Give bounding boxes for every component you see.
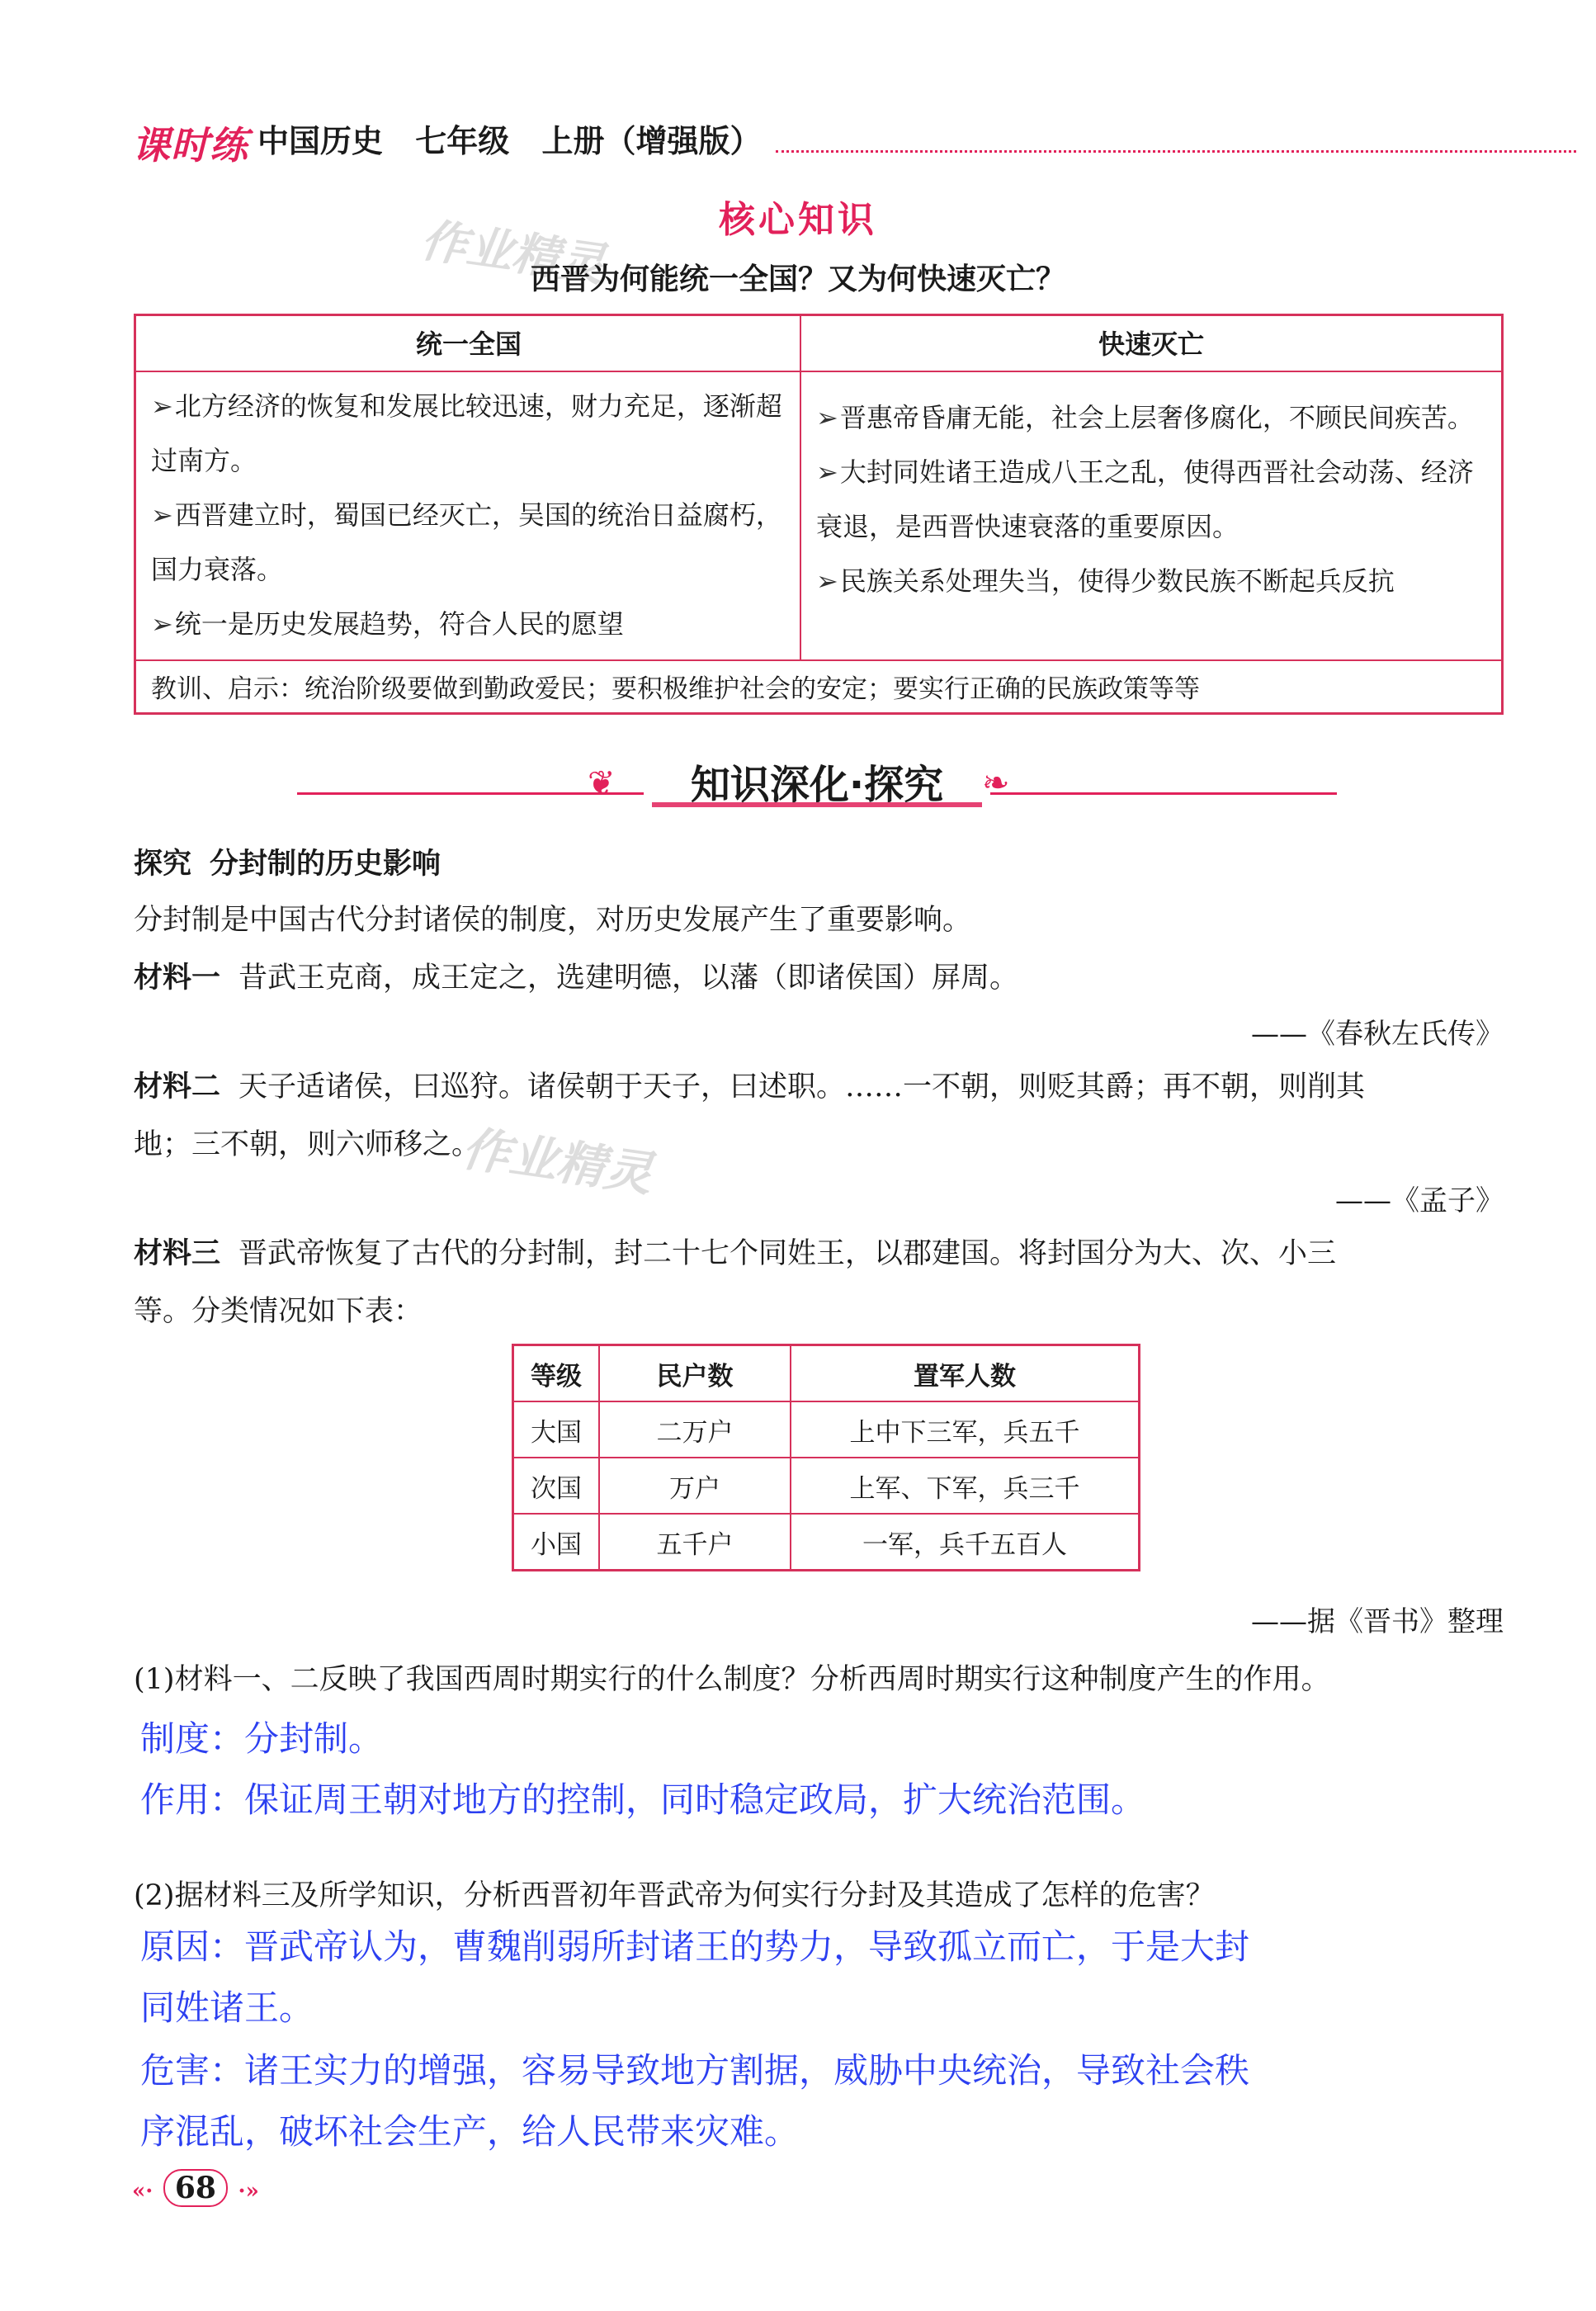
volume: 上册（增强版）	[541, 123, 762, 159]
unify-column	[151, 379, 786, 651]
arrow-icon: ➢	[816, 402, 838, 433]
arrow-icon: ➢	[151, 390, 173, 422]
levels-table	[512, 1344, 1140, 1571]
header-fall: 快速灭亡	[801, 316, 1501, 372]
material-2: 材料二 天子适诸侯，曰巡狩。诸侯朝于天子，曰述职。……一不朝，则贬其爵；再不朝，则削其 地；三不朝，则六师移之。	[134, 1070, 1366, 1161]
intro-text: 分封制是中国古代分封诸侯的制度，对历史发展产生了重要影响。	[134, 904, 972, 937]
core-table	[134, 314, 1504, 715]
arrow-icon: ➢	[151, 499, 173, 531]
list-item: ➢统一是历史发展趋势，符合人民的愿望	[151, 608, 624, 640]
table-cell: 上中下三军，兵五千	[791, 1401, 1140, 1458]
question-1: (1)材料一、二反映了我国西周时期实行的什么制度？分析西周时期实行这种制度产生的作用。	[134, 1663, 1330, 1696]
arrow-icon: ➢	[816, 456, 838, 488]
table-cell: 五千户	[599, 1514, 791, 1571]
list-item: ➢北方经济的恢复和发展比较迅速，财力充足，逐渐超过南方。	[151, 390, 782, 476]
banner-line-right	[990, 792, 1337, 795]
flourish-icon: ❦	[588, 764, 616, 802]
brand-logo: 课时练	[132, 123, 248, 168]
table-cell: 小国	[513, 1514, 600, 1571]
book-title	[257, 116, 783, 161]
table-row	[513, 1514, 1140, 1571]
header-rule	[776, 150, 1576, 153]
grade: 七年级	[415, 123, 510, 159]
table-row	[513, 1458, 1140, 1514]
question-2: (2)据材料三及所学知识，分析西晋初年晋武帝为何实行分封及其造成了怎样的危害？	[134, 1879, 1215, 1912]
ornament-icon: ·»	[238, 2179, 259, 2204]
answer-2-harm: 危害：诸王实力的增强，容易导致地方割据，威胁中央统治，导致社会秩 序混乱，破坏社会生产，给人民带来灾难。	[140, 2050, 1250, 2152]
table-row	[513, 1401, 1140, 1458]
flourish-icon: ❧	[982, 764, 1010, 802]
table-header: 置军人数	[791, 1345, 1140, 1402]
material-1: 材料一 昔武王克商，成王定之，选建明德，以藩（即诸侯国）屏周。	[134, 962, 1019, 995]
section-banner: 知识深化·探究	[690, 762, 944, 808]
answer-1-effect: 作用：保证周王朝对地方的控制，同时稳定政局，扩大统治范围。	[140, 1779, 1146, 1820]
header-unify: 统一全国	[136, 316, 801, 372]
list-item: ➢西晋建立时，蜀国已经灭亡，吴国的统治日益腐朽，国力衰落。	[151, 499, 782, 585]
table-cell: 次国	[513, 1458, 600, 1514]
arrow-icon: ➢	[816, 565, 838, 597]
answer-1-system: 制度：分封制。	[140, 1718, 384, 1759]
list-item: ➢晋惠帝昏庸无能，社会上层奢侈腐化，不顾民间疾苦。	[816, 402, 1474, 433]
subject: 中国历史	[257, 123, 384, 159]
table-cell: 一军，兵千五百人	[791, 1514, 1140, 1571]
list-item: ➢民族关系处理失当，使得少数民族不断起兵反抗	[816, 565, 1395, 597]
table-header-row	[513, 1345, 1140, 1402]
core-question: 西晋为何能统一全国？又为何快速灭亡？	[530, 262, 1065, 296]
answer-2-reason: 原因：晋武帝认为，曹魏削弱所封诸王的势力，导致孤立而亡，于是大封 同姓诸王。	[140, 1926, 1250, 2028]
watermark: 作业精灵	[417, 213, 608, 293]
table-cell: 上军、下军，兵三千	[791, 1458, 1140, 1514]
topic-heading: 探究 分封制的历史影响	[134, 848, 441, 881]
table-header: 民户数	[599, 1345, 791, 1402]
lesson-row: 教训、启示：统治阶级要做到勤政爱民；要积极维护社会的安定；要实行正确的民族政策等等	[151, 674, 1200, 704]
source-1: ——《春秋左氏传》	[1251, 1018, 1504, 1051]
core-title: 核心知识	[719, 199, 877, 241]
table-cell: 二万户	[599, 1401, 791, 1458]
arrow-icon: ➢	[151, 608, 173, 640]
row-divider	[136, 659, 1501, 661]
page-number: «· 68 ·»	[132, 2171, 259, 2205]
source-2: ——《孟子》	[1335, 1184, 1504, 1217]
fall-column	[816, 390, 1493, 608]
column-divider	[800, 316, 801, 659]
ornament-icon: «·	[132, 2179, 153, 2204]
source-3: ——据《晋书》整理	[1251, 1605, 1504, 1638]
material-3: 材料三 晋武帝恢复了古代的分封制，封二十七个同姓王，以郡建国。将封国分为大、次、小三 等。分类情况如下表：	[134, 1237, 1337, 1328]
table-cell: 大国	[513, 1401, 600, 1458]
table-header: 等级	[513, 1345, 600, 1402]
table-cell: 万户	[599, 1458, 791, 1514]
watermark: 作业精灵	[458, 1120, 656, 1203]
list-item: ➢大封同姓诸王造成八王之乱，使得西晋社会动荡、经济衰退，是西晋快速衰落的重要原因。	[816, 456, 1474, 542]
